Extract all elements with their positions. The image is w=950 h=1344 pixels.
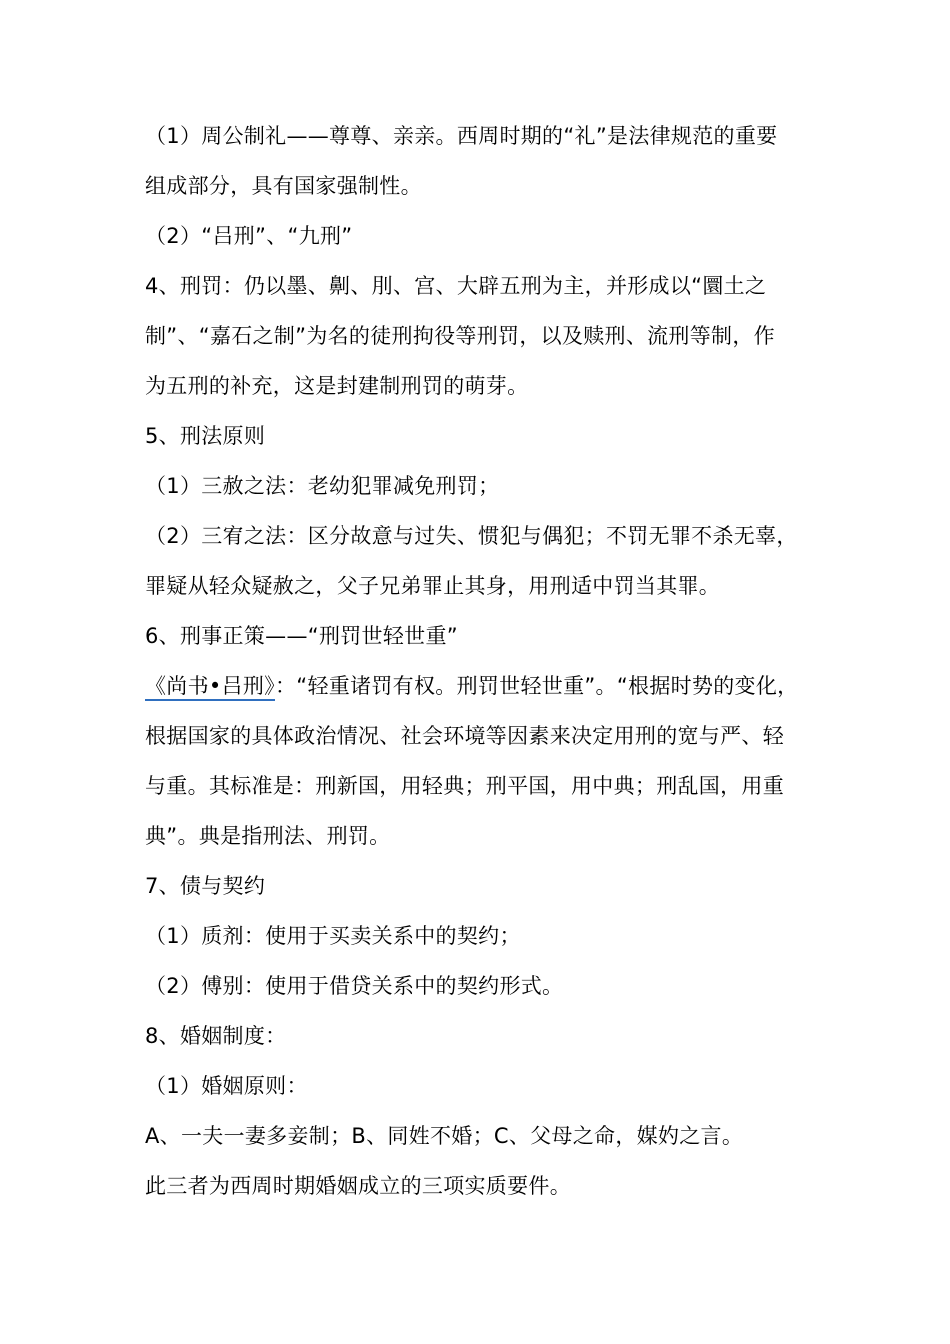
text-line: 组成部分，具有国家强制性。 xyxy=(145,174,422,198)
text-line: （1）质剂：使用于买卖关系中的契约； xyxy=(145,924,521,948)
text-line: 罪疑从轻众疑赦之，父子兄弟罪止其身，用刑适中罚当其罪。 xyxy=(145,574,721,598)
section-heading: 6、刑事正策——“刑罚世轻世重” xyxy=(145,624,458,648)
text-line: （1）周公制礼——尊尊、亲亲。西周时期的“礼”是法律规范的重要 xyxy=(145,124,778,148)
text-line: 为五刑的补充，这是封建制刑罚的萌芽。 xyxy=(145,374,529,398)
document-body xyxy=(145,111,813,1211)
text-line: 此三者为西周时期婚姻成立的三项实质要件。 xyxy=(145,1174,571,1198)
text-line: （2）“吕刑”、“九刑” xyxy=(145,224,353,248)
book-reference-link[interactable]: 《尚书•吕刑》 xyxy=(145,674,275,701)
text-line: A、一夫一妻多妾制；B、同姓不婚；C、父母之命，媒妁之言。 xyxy=(145,1124,744,1148)
text-line: （1）婚姻原则： xyxy=(145,1074,308,1098)
text-line: （2）三宥之法：区分故意与过失、惯犯与偶犯；不罚无罪不杀无辜， xyxy=(145,524,798,548)
section-heading: 8、婚姻制度： xyxy=(145,1024,287,1048)
text-line: 根据国家的具体政治情况、社会环境等因素来决定用刑的宽与严、轻 xyxy=(145,724,784,748)
section-heading: 7、债与契约 xyxy=(145,874,266,898)
text-line: （2）傅别：使用于借贷关系中的契约形式。 xyxy=(145,974,564,998)
text-line: 与重。其标准是：刑新国，用轻典；刑平国，用中典；刑乱国，用重 xyxy=(145,774,784,798)
text-line: 制”、“嘉石之制”为名的徒刑拘役等刑罚，以及赎刑、流刑等制，作 xyxy=(145,324,775,348)
text-line-with-reference xyxy=(145,661,813,711)
section-heading: 5、刑法原则 xyxy=(145,424,266,448)
text-line: （1）三赦之法：老幼犯罪减免刑罚； xyxy=(145,474,500,498)
text-line: 典”。典是指刑法、刑罚。 xyxy=(145,824,391,848)
text-line-rest: ：“轻重诸罚有权。刑罚世轻世重”。“根据时势的变化， xyxy=(275,674,799,698)
text-line: 4、刑罚：仍以墨、劓、刖、宫、大辟五刑为主，并形成以“圜土之 xyxy=(145,274,767,298)
